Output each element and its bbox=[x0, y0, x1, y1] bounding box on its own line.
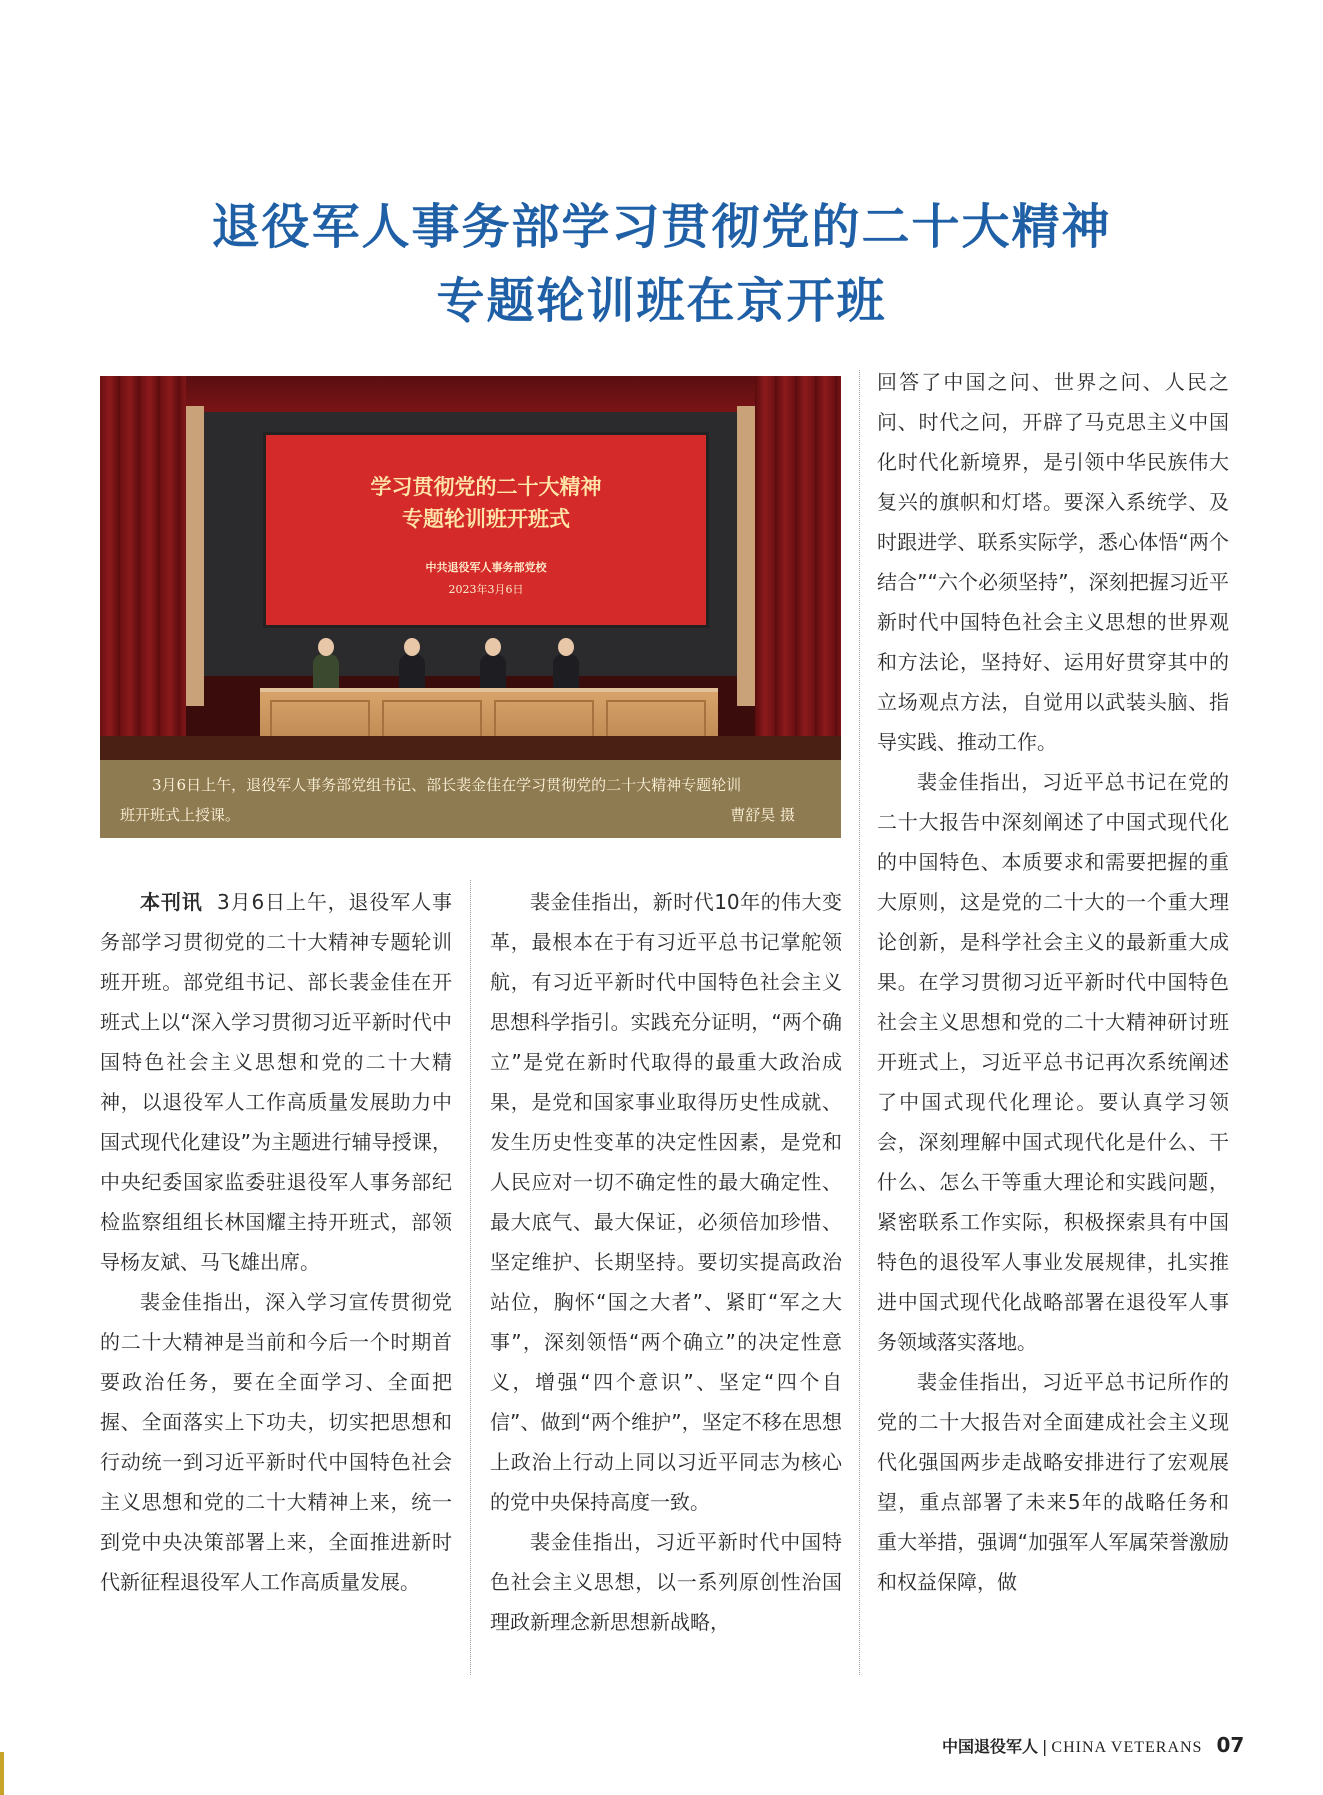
person-figure bbox=[553, 654, 579, 688]
article-lead: 本刊讯 bbox=[140, 890, 203, 914]
event-photo bbox=[100, 376, 841, 760]
caption-line1: 3月6日上午，退役军人事务部党组书记、部长裴金佳在学习贯彻党的二十大精神专题轮训 bbox=[152, 776, 742, 794]
person-figure bbox=[313, 654, 339, 688]
person-figure bbox=[399, 654, 425, 688]
caption-line2 bbox=[120, 800, 825, 830]
article-column-3 bbox=[877, 362, 1229, 1602]
magazine-english-name: CHINA VETERANS bbox=[1051, 1739, 1203, 1756]
stage-curtain-left bbox=[100, 376, 186, 760]
magazine-name: 中国退役军人 bbox=[942, 1737, 1039, 1756]
article-column-2 bbox=[490, 882, 842, 1642]
caption-line2-text: 班开班式上授课。 bbox=[120, 806, 241, 824]
article-paragraph: 裴金佳指出，习近平总书记所作的党的二十大报告对全面建成社会主义现代化强国两步走战略安排进行了宏观展望，重点部署了未来5年的战略任务和重大举措，强调“加强军人军属荣誉激励和权益保障，做 bbox=[877, 1370, 1229, 1594]
article-paragraph: 裴金佳指出，习近平总书记在党的二十大报告中深刻阐述了中国式现代化的中国特色、本质要求和需要把握的重大原则，这是党的二十大的一个重大理论创新，是科学社会主义的最新重大成果。在学习贯彻习近平新时代中国特色社会主义思想和党的二十大精神研讨班开班式上，习近平总书记再次系统阐述了中国式现代化理论。要认真学习领会，深刻理解中国式现代化是什么、干什么、怎么干等重大理论和实践问题，紧密联系工作实际，积极探索具有中国特色的退役军人事业发展规律，扎实推进中国式现代化战略部署在退役军人事务领域落实落地。 bbox=[877, 770, 1229, 1354]
stage-screen bbox=[263, 432, 709, 628]
page-footer bbox=[942, 1732, 1244, 1758]
article-paragraph: 裴金佳指出，深入学习宣传贯彻党的二十大精神是当前和今后一个时期首要政治任务，要在全面学习、全面把握、全面落实上下功夫，切实把思想和行动统一到习近平新时代中国特色社会主义思想和党的二十大精神上来，统一到党中央决策部署上来，全面推进新时代新征程退役军人工作高质量发展。 bbox=[100, 1290, 452, 1594]
article-paragraph: 裴金佳指出，新时代10年的伟大变革，最根本在于有习近平总书记掌舵领航，有习近平新时代中国特色社会主义思想科学指引。实践充分证明，“两个确立”是党在新时代取得的最重大政治成果，是党和国家事业取得历史性成就、发生历史性变革的决定性因素，是党和人民应对一切不确定性的最大确定性、最大底气、最大保证，必须倍加珍惜、坚定维护、长期坚持。要切实提高政治站位，胸怀“国之大者”、紧盯“军之大事”，深刻领悟“两个确立”的决定性意义，增强“四个意识”、坚定“四个自信”、做到“两个维护”，坚定不移在思想上政治上行动上同以习近平同志为核心的党中央保持高度一致。 bbox=[490, 890, 842, 1514]
article-title-line2: 专题轮训班在京开班 bbox=[436, 273, 887, 329]
page-edge-marker bbox=[0, 1752, 4, 1795]
screen-date: 2023年3月6日 bbox=[448, 583, 524, 596]
article-paragraph bbox=[100, 882, 452, 1282]
stage-pillar-left bbox=[186, 406, 204, 706]
stage-floor bbox=[100, 736, 841, 760]
photo-caption bbox=[100, 760, 841, 838]
screen-organizer: 中共退役军人事务部党校 bbox=[425, 561, 547, 574]
photo-credit: 曹舒昊 摄 bbox=[730, 806, 795, 824]
article-paragraph-text: 3月6日上午，退役军人事务部学习贯彻党的二十大精神专题轮训班开班。部党组书记、部长裴金佳在开班式上以“深入学习贯彻习近平新时代中国特色社会主义思想和党的二十大精神，以退役军人工作高质量发展助力中国式现代化建设”为主题进行辅导授课，中央纪委国家监委驻退役军人事务部纪检监察组组长林国耀主持开班式，部领导杨友斌、马飞雄出席。 bbox=[100, 890, 453, 1274]
article-paragraph: 裴金佳指出，习近平新时代中国特色社会主义思想，以一系列原创性治国理政新理念新思想新战略， bbox=[490, 1530, 842, 1634]
stage-pillar-right bbox=[737, 406, 755, 706]
stage-curtain-right bbox=[755, 376, 841, 760]
person-figure bbox=[480, 654, 506, 688]
column-divider bbox=[470, 880, 471, 1675]
article-paragraph: 回答了中国之问、世界之问、人民之问、时代之问，开辟了马克思主义中国化时代化新境界，是引领中华民族伟大复兴的旗帜和灯塔。要深入系统学、及时跟进学、联系实际学，悉心体悟“两个结合”“六个必须坚持”，深刻把握习近平新时代中国特色社会主义思想的世界观和方法论，坚持好、运用好贯穿其中的立场观点方法，自觉用以武装头脑、指导实践、推动工作。 bbox=[877, 370, 1229, 754]
footer-separator: | bbox=[1042, 1737, 1048, 1756]
screen-title-line1: 学习贯彻党的二十大精神 bbox=[370, 474, 602, 499]
article-column-1 bbox=[100, 882, 452, 1602]
page-number: 07 bbox=[1216, 1733, 1245, 1757]
article-title-line1: 退役军人事务部学习贯彻党的二十大精神 bbox=[211, 199, 1112, 255]
column-divider bbox=[859, 370, 860, 1675]
stage-curtain-top bbox=[100, 376, 841, 412]
screen-title-line2: 专题轮训班开班式 bbox=[402, 506, 570, 531]
